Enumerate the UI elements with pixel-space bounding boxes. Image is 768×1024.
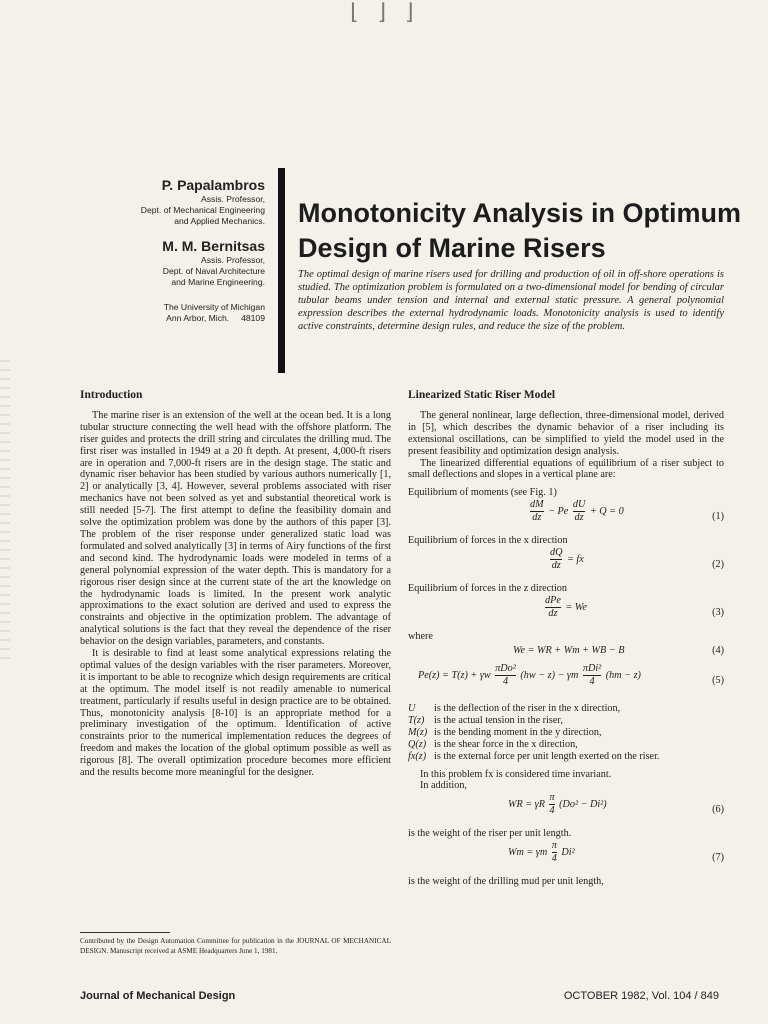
paragraph: In this problem fx is considered time invariant. xyxy=(420,768,612,780)
equation-label: Equilibrium of forces in the z direction xyxy=(408,583,567,595)
def-text: is the actual tension in the riser, xyxy=(434,714,563,726)
eq-term: WR = γR xyxy=(508,799,545,811)
author-title: Assis. Professor, xyxy=(201,255,265,265)
equation-number: (5) xyxy=(712,674,724,686)
title-divider-bar xyxy=(278,168,285,373)
paper-title xyxy=(298,196,758,266)
eq-term: + Q = 0 xyxy=(589,506,624,518)
eq-den: 4 xyxy=(495,675,516,688)
equation-number: (6) xyxy=(712,804,724,816)
issue-page: OCTOBER 1982, Vol. 104 / 849 xyxy=(563,990,719,1002)
eq-den: 4 xyxy=(551,853,557,865)
def-text: is the bending moment in the y direction, xyxy=(434,726,602,738)
eq-term: We = WR + Wm + WB − B xyxy=(513,644,625,656)
paragraph: is the weight of the drilling mud per unit length, xyxy=(408,876,604,888)
left-column xyxy=(80,390,391,779)
equation-number: (4) xyxy=(712,644,724,656)
eq-num: πDi² xyxy=(582,662,602,674)
def-symbol: Q(z) xyxy=(408,738,427,750)
eq-den: dz xyxy=(574,512,584,524)
equation-1 xyxy=(408,499,724,535)
abstract: The optimal design of marine risers used for drilling and production of oil in off-shore operations is studied. The optimization problem is formulated on a two-dimensional model for bending of circular tubular beams under tension and internal and external static pressure. A general polynomial expression describes the external hydrodynamic loads. Monotonicity analysis is used to identify active constraints, determine design rules, and reduce the size of the problem. xyxy=(298,269,724,332)
definition-row xyxy=(408,715,724,727)
def-text: is the deflection of the riser in the x direction, xyxy=(434,702,621,714)
author-dept: and Marine Engineering. xyxy=(171,277,265,287)
affiliation xyxy=(70,302,265,324)
title-line: Monotonicity Analysis in Optimum xyxy=(298,198,742,228)
title-line: Design of Marine Risers xyxy=(298,233,606,263)
eq-term: Wm = γm xyxy=(508,847,548,859)
page-top-mark: ⌊ ⌋ ⌋ xyxy=(350,0,420,25)
paragraph: The general nonlinear, large deflection, three-dimensional model, derived in [5], which describes the dynamic behavior of a riser including its extensional oscillations, can be simplified to yield the model used in the present feasibility and optimization design analysis. xyxy=(408,409,724,457)
eq-term: (Do² − Di²) xyxy=(559,799,607,811)
eq-term: (hm − z) xyxy=(605,669,641,681)
eq-term: = fx xyxy=(567,554,584,565)
definition-row xyxy=(408,739,724,751)
footnote-rule xyxy=(80,932,170,933)
def-symbol: M(z) xyxy=(408,726,428,738)
section-heading: Linearized Static Riser Model xyxy=(408,389,556,401)
eq-den: dz xyxy=(551,560,561,572)
eq-den: 4 xyxy=(583,675,601,688)
eq-term: Di² xyxy=(561,847,575,859)
def-symbol: fx(z) xyxy=(408,750,427,762)
author-1 xyxy=(70,177,265,227)
equation-4 xyxy=(408,643,724,663)
paragraph: The marine riser is an extension of the well at the ocean bed. It is a long tubular structure connecting the well head with the offshore platform. The riser guides and protects the drill string and circulates the drilling mud. The first riser was installed in 1949 at a 20 ft depth. At present, 4,000-ft risers are in operation and 7,000-ft risers are in the design stage. The static and dynamic riser behavior has been studied by various authors numerically [1, 2] or analytically [3, 4]. However, several problems associated with riser mechanics have not been solved as yet and substantial theoretical work is still needed [5-7]. The first attempt to define the feasibility domain and solve the optimization problem was done by the authors of this paper [3]. The problem of the riser response under generalized static load was formulated and solved analytically [3] in terms of Airy functions of the first and second kind. The hydrodynamic loads were modeled in terms of a general polynomial expression of the water depth. This is mandatory for a rigorous riser design since at the current state of the art the knowledge on the hydrodynamic loads is limited. In the present work analytic approximations to the exact solution are derived and used to express the constraints and objective in the optimization problem. The advantage of analytical solutions is the fact that they reveal the dependence of the riser behavior on the design variables, parameters, and constants. xyxy=(80,409,391,648)
equation-label: Equilibrium of forces in the x direction xyxy=(408,535,568,547)
paragraph: In addition, xyxy=(420,780,467,792)
paragraph: It is desirable to find at least some analytical expressions relating the optimal values of the design variables with the riser parameters. Moreover, it is important to be able to recognize which design requirements are critical at the optimum. The model itself is not readily amenable to numerical treatment, particularly if results useful in design practice are to be obtained. Thus, monotonicity analysis [8-10] is an appropriate method for a preliminary investigation of the optimum. Identification of active constraints prior to the numerical implementation reduces the degrees of freedom and makes the location of the global optimum possible as well as rigorous [8]. The overall optimization procedure becomes more efficient and the results become more meaningful for the designer. xyxy=(80,648,391,779)
author-block xyxy=(70,177,265,324)
def-text: is the external force per unit length exerted on the riser. xyxy=(434,750,660,762)
equation-number: (7) xyxy=(712,852,724,864)
eq-term: = We xyxy=(565,601,587,613)
definition-row xyxy=(408,703,724,715)
eq-num: π xyxy=(549,792,555,804)
definition-row xyxy=(408,727,724,739)
eq-term: − Pe xyxy=(548,506,569,518)
equation-6 xyxy=(408,792,724,828)
def-text: is the shear force in the x direction, xyxy=(434,738,578,750)
definition-row xyxy=(408,751,724,763)
scan-edge-artifact xyxy=(0,360,10,660)
paragraph: is the weight of the riser per unit length. xyxy=(408,828,572,840)
affiliation-line: Ann Arbor, Mich. 48109 xyxy=(166,313,265,323)
def-symbol: U xyxy=(408,702,416,714)
author-name: M. M. Bernitsas xyxy=(162,238,265,254)
symbol-definitions xyxy=(408,703,724,763)
section-heading: Introduction xyxy=(80,389,143,401)
paragraph: The linearized differential equations of equilibrium of a riser subject to small deflections and slopes in a vertical plane are: xyxy=(408,457,724,481)
eq-num: πDo² xyxy=(495,662,516,674)
equation-3 xyxy=(408,595,724,631)
equation-label: Equilibrium of moments (see Fig. 1) xyxy=(408,487,557,499)
eq-num: dM xyxy=(530,499,544,511)
author-dept: and Applied Mechanics. xyxy=(174,216,265,226)
author-title: Assis. Professor, xyxy=(201,194,265,204)
eq-den: dz xyxy=(530,511,544,524)
journal-name: Journal of Mechanical Design xyxy=(80,990,236,1002)
def-symbol: T(z) xyxy=(408,714,425,726)
equation-number: (1) xyxy=(712,511,724,523)
eq-den: 4 xyxy=(549,805,555,817)
eq-num: dU xyxy=(572,499,586,511)
author-name: P. Papalambros xyxy=(161,177,265,193)
author-dept: Dept. of Naval Architecture xyxy=(162,266,265,276)
author-dept: Dept. of Mechanical Engineering xyxy=(140,205,265,215)
affiliation-line: The University of Michigan xyxy=(163,302,265,312)
equation-5 xyxy=(408,663,724,699)
right-column xyxy=(408,390,724,888)
eq-num: dPe xyxy=(545,595,561,607)
eq-term: (hw − z) − γm xyxy=(520,669,579,681)
equation-2 xyxy=(408,547,724,583)
eq-den: dz xyxy=(545,607,561,620)
eq-num: dQ xyxy=(550,547,563,559)
author-2 xyxy=(70,238,265,288)
footnote: Contributed by the Design Automation Committee for publication in the JOURNAL OF MECHANICAL DESIGN. Manuscript received at ASME Headquarters June 1, 1981. xyxy=(80,937,391,955)
where-label: where xyxy=(408,631,433,643)
eq-term: Pe(z) = T(z) + γw xyxy=(418,669,491,681)
equation-7 xyxy=(408,840,724,876)
equation-number: (2) xyxy=(712,559,724,571)
equation-number: (3) xyxy=(712,607,724,619)
eq-num: π xyxy=(551,840,557,852)
